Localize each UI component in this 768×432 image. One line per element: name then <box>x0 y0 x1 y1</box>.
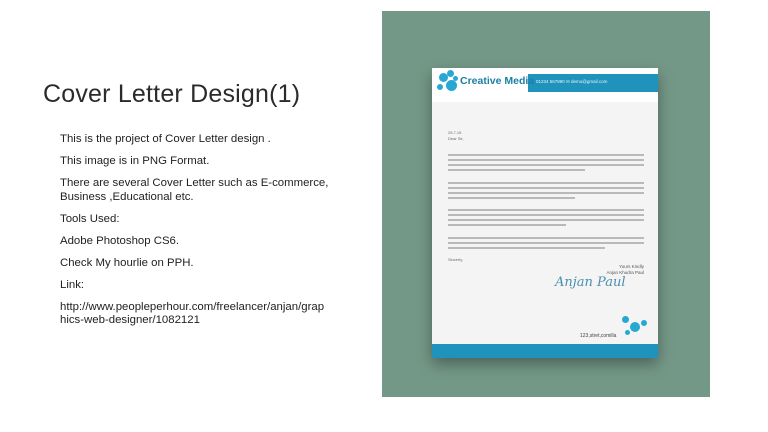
letter-preview-image <box>382 11 710 397</box>
letter-paragraph <box>448 182 644 202</box>
letterhead-brand: Creative Media <box>460 75 535 87</box>
letter-paragraph <box>448 209 644 229</box>
letter-closing: Sincerly, <box>448 257 464 262</box>
letter-address: 123,stret,comilla <box>580 333 617 339</box>
closing-line: Anjan Khudra Paul <box>606 270 644 275</box>
logo-dot-icon <box>437 84 443 90</box>
letter-paper <box>432 68 658 358</box>
footer-dot-icon <box>622 316 629 323</box>
slide-title: Cover Letter Design(1) <box>43 80 301 108</box>
bullet-item: Tools Used: <box>60 212 120 225</box>
letterhead-footer-bar <box>432 344 658 358</box>
letter-date: 25.7.15 <box>448 130 462 135</box>
footer-dot-icon <box>641 320 647 326</box>
logo-dot-icon <box>446 80 457 91</box>
logo-dot-icon <box>453 76 458 81</box>
letter-salutation: Dear Sir, <box>448 135 464 141</box>
letter-signature: Anjan Paul <box>555 275 626 290</box>
bullet-item: This image is in PNG Format. <box>60 155 210 167</box>
bullet-item: Adobe Photoshop CS6. <box>60 234 180 247</box>
bullet-item: There are several Cover Letter such as E-commerce, Business ,Educational etc. <box>60 177 329 203</box>
letter-date-block <box>448 130 644 141</box>
bullet-item: Link: <box>60 278 85 291</box>
bullet-item: Check My hourlie on PPH. <box>60 256 194 269</box>
closing-line: Yours Kindly <box>619 264 644 269</box>
letter-paragraph <box>448 237 644 252</box>
letter-paragraph <box>448 154 644 174</box>
letterhead-contact: 01234 567890 ✉ demo@gmail.com <box>536 79 608 84</box>
bullet-list <box>60 133 330 336</box>
footer-dot-icon <box>630 322 640 332</box>
letterhead-header <box>432 68 658 102</box>
bullet-item: This is the project of Cover Letter design . <box>60 133 271 145</box>
bullet-link[interactable]: http://www.peopleperhour.com/freelancer/anjan/graphics-web-designer/1082121 <box>60 300 325 326</box>
footer-dot-icon <box>625 330 630 335</box>
